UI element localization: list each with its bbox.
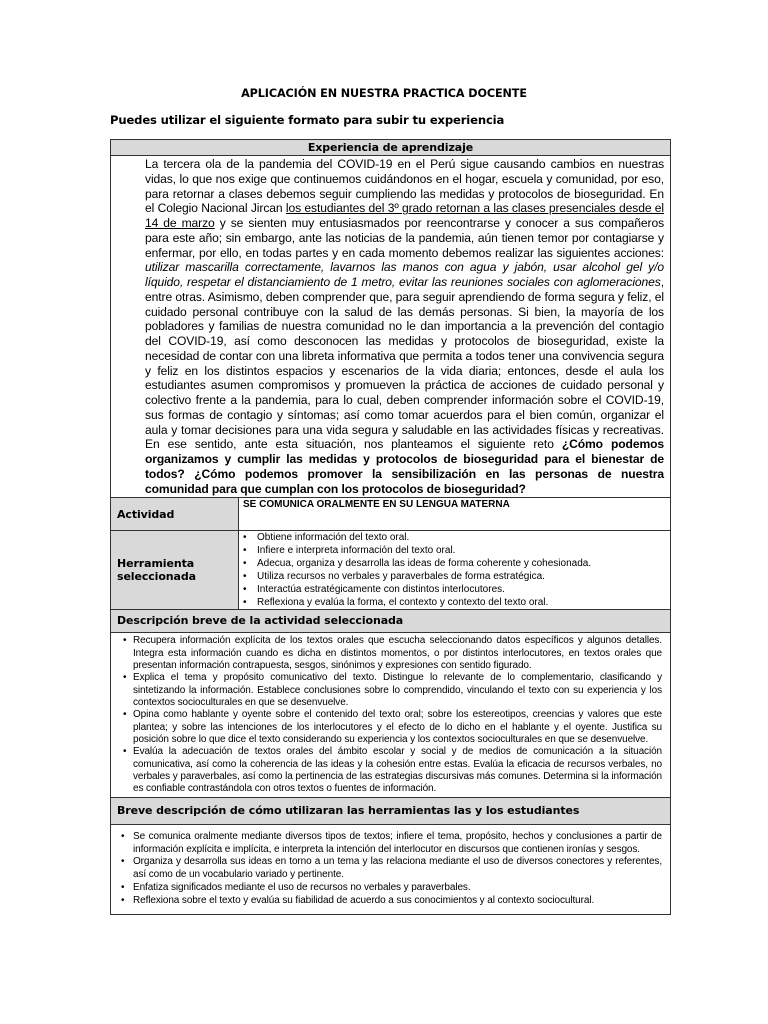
description-item: • Evalúa la adecuación de textos orales del ámbito escolar y social y de medios de comunicación a la situación comunicativa, así como la coherencia de las ideas y la cohesión entre estas. Evalúa la eficacia de recursos verbales, no verbales y paraverbales, así como la pertinencia de las estrategias discursivas más comunes. Determina si la información es confiable contrastándola con otros textos o fuentes de información. xyxy=(111,746,662,795)
description-list xyxy=(111,635,662,795)
tool-cell xyxy=(239,531,671,610)
situation-underlined: los estudiantes del 3º grado retornan a las clases presenciales desde el 14 de marzo xyxy=(145,201,665,230)
page-subtitle: Puedes utilizar el siguiente formato para subir tu experiencia xyxy=(110,113,505,127)
situation-text-3: , entre otras. Asimismo, deben comprender que, para seguir aprendiendo de forma segura y feliz, el cuidado personal contribuye con la salud de las demás personas. Si bien, la mayoría de los pobladores y familias de nuestra comunidad no le dan importancia a la prevención del contagio del COVID-19, así como desconocen las medidas y protocolos de bioseguridad, existe la necesidad de contar con una libreta informativa que permita a todos tener una convivencia segura y feliz en los distintos espacios y escenarios de la vida diaria; entonces, desde el aula los estudiantes asumen compromisos y promueven la práctica de acciones de cuidado personal y colectivo frente a la pandemia, para lo cual, deben comprender información sobre el COVID-19, sus formas de contagio y síntomas; así como tomar acuerdos para el bien común, organizar el aula y tomar decisiones para una vida segura y saludable en las actividades físicas y recreativas. En ese sentido, ante esta situación, nos planteamos el siguiente reto xyxy=(145,275,665,452)
tool-item: • Utiliza recursos no verbales y paraverbales de forma estratégica. xyxy=(239,570,666,583)
description-header: Descripción breve de la actividad seleccionada xyxy=(111,610,671,633)
tool-item: • Reflexiona y evalúa la forma, el contexto y contexto del texto oral. xyxy=(239,596,666,609)
description-item: • Opina como hablante y oyente sobre el contenido del texto oral; sobre los estereotipos, creencias y valores que este plantea; y sobre las intenciones de los interlocutores y el efecto de lo dicho en el hablante y el oyente. Justifica su posición sobre lo que dice el texto considerando su experiencia y los contextos socioculturales en que se desenvuelve. xyxy=(111,709,662,746)
activity-label: Actividad xyxy=(111,498,239,531)
experience-table xyxy=(110,139,671,915)
usage-header: Breve descripción de cómo utilizaran las herramientas las y los estudiantes xyxy=(111,797,671,824)
situation-text-2: y se sienten muy entusiasmados por reencontrarse y conocer a sus compañeros para este año; sin embargo, ante las noticias de la pandemia, aún tienen temor por contagiarse y enfermar, por ello, en todas partes y en cada momento debemos realizar las siguientes acciones: xyxy=(145,216,665,260)
tool-list xyxy=(239,531,666,609)
usage-item: • Organiza y desarrolla sus ideas en torno a un tema y las relaciona mediante el uso de diversos conectores y referentes, así como de un vocabulario variado y pertinente. xyxy=(111,856,662,882)
description-item: • Recupera información explícita de los textos orales que escucha seleccionando datos específicos y algunos detalles. Integra esta información cuando es dicha en distintos momentos, o por distintos interlocutores, en textos orales que presentan información contrapuesta, sesgos, sinónimos y expresiones con sentido figurado. xyxy=(111,635,662,672)
description-cell xyxy=(111,633,671,797)
usage-item: • Enfatiza significados mediante el uso de recursos no verbales y paraverbales. xyxy=(111,882,662,895)
usage-list xyxy=(111,831,662,908)
page-title: APLICACIÓN EN NUESTRA PRACTICA DOCENTE xyxy=(241,87,527,100)
usage-item: • Se comunica oralmente mediante diversos tipos de textos; infiere el tema, propósito, hechos y conclusiones a partir de información explícita e implícita, e interpreta la intención del interlocutor en discursos que contienen ironías y sesgos. xyxy=(111,831,662,857)
activity-value: SE COMUNICA ORALMENTE EN SU LENGUA MATERNA xyxy=(239,498,671,531)
experience-situation xyxy=(111,156,671,498)
tool-item: • Interactúa estratégicamente con distintos interlocutores. xyxy=(239,583,666,596)
situation-actions: utilizar mascarilla correctamente, lavarnos las manos con agua y jabón, usar alcohol gel y/o líquido, respetar el distanciamiento de 1 metro, evitar las reuniones sociales con aglomeraciones xyxy=(145,260,665,289)
tool-item: • Infiere e interpreta información del texto oral. xyxy=(239,544,666,557)
situation-text-1: La tercera ola de la pandemia del COVID-19 en el Perú sigue causando cambios en nuestras vidas, lo que nos exige que continuemos cuidándonos en el hogar, escuela y comunidad, por eso, para retornar a clases debemos seguir cumpliendo las medidas y protocolos de bioseguridad. En el Colegio Nacional Jircan xyxy=(145,157,665,216)
situation-challenge: ¿Cómo podemos organizamos y cumplir las medidas y protocolos de bioseguridad para el bienestar de todos? ¿Cómo podemos promover la sensibilización en las personas de nuestra comunidad para que cumplan con los protocolos de bioseguridad? xyxy=(145,437,665,496)
usage-item: • Reflexiona sobre el texto y evalúa su fiabilidad de acuerdo a sus conocimientos y al contexto sociocultural. xyxy=(111,895,662,908)
tool-item: • Adecua, organiza y desarrolla las ideas de forma coherente y cohesionada. xyxy=(239,557,666,570)
description-item: • Explica el tema y propósito comunicativo del texto. Distingue lo relevante de lo complementario, clasificando y sintetizando la información. Establece conclusiones sobre lo comprendido, vinculando el texto con su experiencia y los contextos socioculturales en que se desenvuelve. xyxy=(111,672,662,709)
tool-item: • Obtiene información del texto oral. xyxy=(239,531,666,544)
tool-label: Herramienta seleccionada xyxy=(111,531,239,610)
usage-cell xyxy=(111,824,671,914)
experience-header: Experiencia de aprendizaje xyxy=(111,140,671,156)
